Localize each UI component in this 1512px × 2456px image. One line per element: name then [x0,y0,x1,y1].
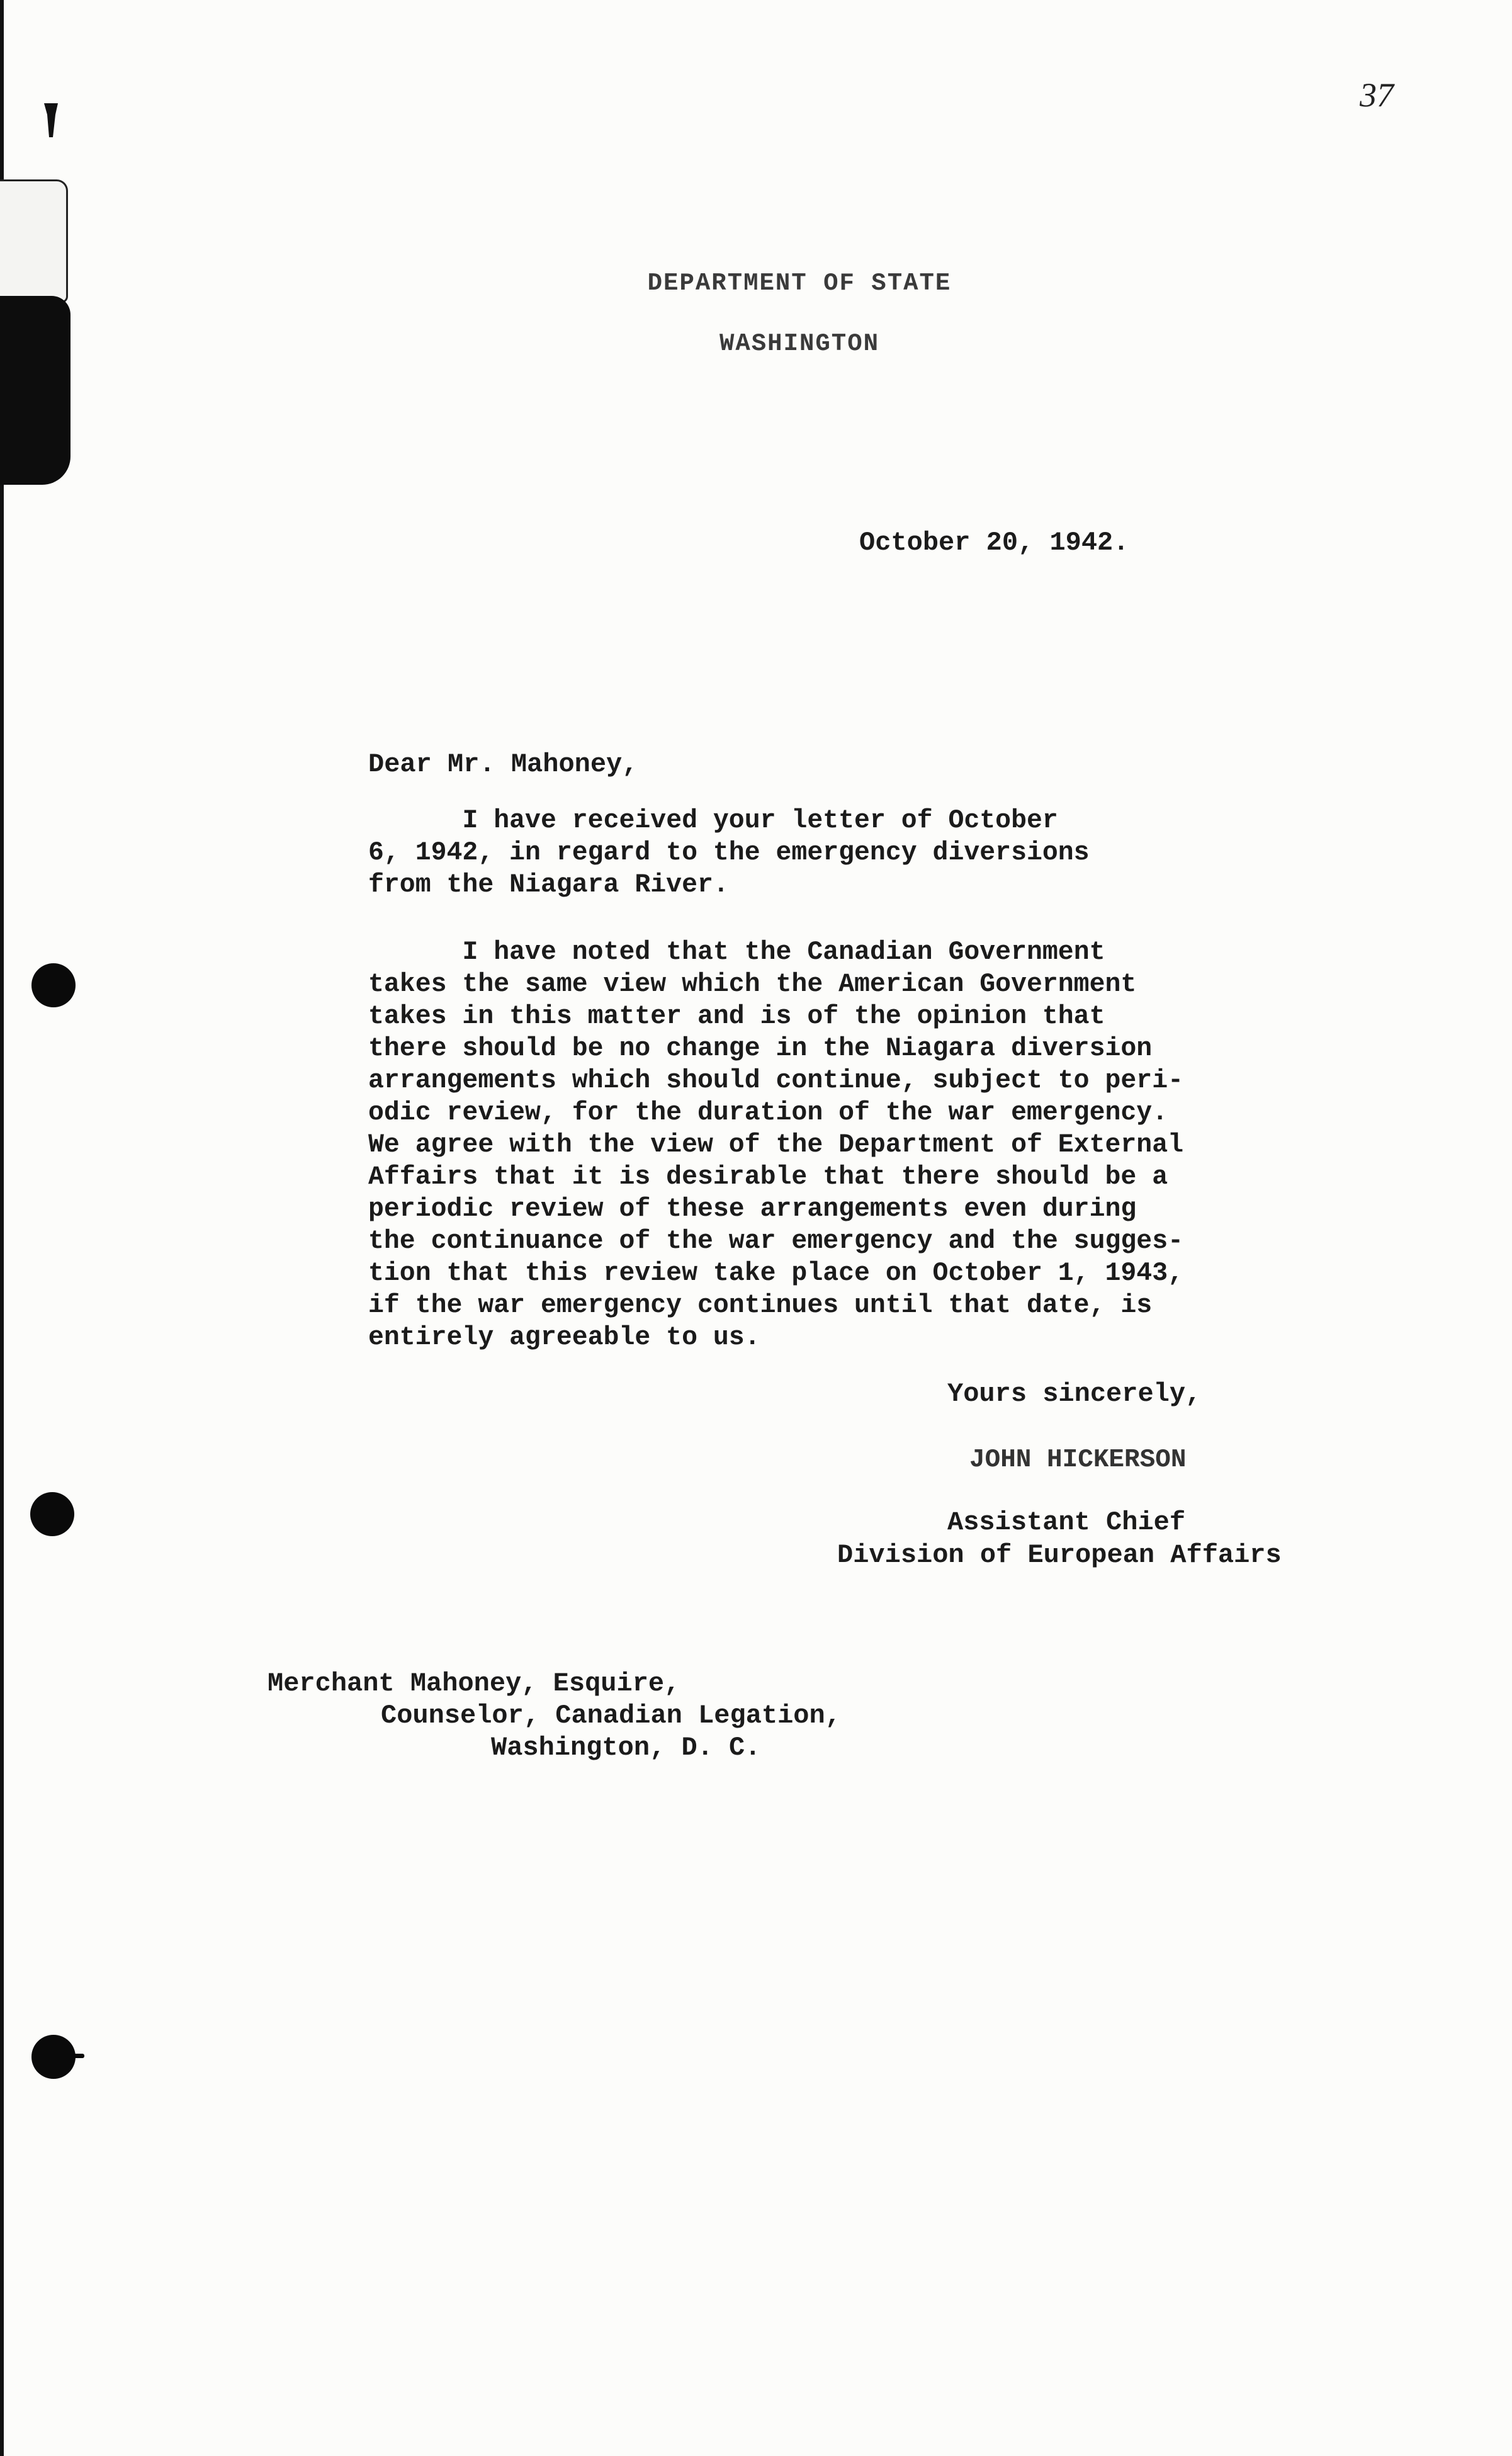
body-line: arrangements which should continue, subject to peri- [368,1066,1184,1095]
body-line: I have noted that the Canadian Government [462,937,1105,967]
signer-title: Assistant Chief [947,1507,1186,1537]
body-line: the continuance of the war emergency and the sugges- [368,1226,1184,1256]
addressee-position: Counselor, Canadian Legation, [381,1701,841,1731]
scan-edge-tab [0,179,68,303]
addressee-name: Merchant Mahoney, Esquire, [268,1668,680,1699]
body-line: from the Niagara River. [368,870,729,900]
salutation: Dear Mr. Mahoney, [368,749,638,779]
body-line: Affairs that it is desirable that there should be a [368,1162,1168,1192]
signer-division: Division of European Affairs [837,1540,1282,1570]
body-line: tion that this review take place on October 1, 1943, [368,1259,1184,1288]
body-line: odic review, for the duration of the war emergency. [368,1098,1168,1128]
body-line: I have received your letter of October [462,806,1058,835]
scan-edge-blot [0,296,71,485]
addressee-city: Washington, D. C. [491,1733,761,1763]
signer-name: JOHN HICKERSON [969,1446,1187,1474]
punch-hole-tail [68,2054,84,2058]
punch-hole-icon [30,1492,74,1536]
punch-hole-icon [31,963,76,1007]
body-line: if the war emergency continues until that date, is [368,1291,1153,1320]
letter-date: October 20, 1942. [859,528,1129,558]
body-line: there should be no change in the Niagara diversion [368,1034,1153,1063]
body-line: takes the same view which the American Government [368,970,1137,999]
page-number: 37 [1360,76,1394,114]
body-line: entirely agreeable to us. [368,1323,760,1352]
body-line: We agree with the view of the Department of External [368,1130,1184,1160]
body-line: periodic review of these arrangements even during [368,1194,1137,1224]
body-paragraph-1 [368,805,1090,901]
letterhead-department: DEPARTMENT OF STATE [647,269,952,297]
body-line: takes in this matter and is of the opinion that [368,1002,1105,1031]
body-line: 6, 1942, in regard to the emergency diversions [368,838,1090,868]
letterhead-city: WASHINGTON [719,330,880,358]
body-paragraph-2 [368,936,1183,1354]
complimentary-close: Yours sincerely, [947,1379,1202,1409]
scan-mark-icon [43,101,59,139]
